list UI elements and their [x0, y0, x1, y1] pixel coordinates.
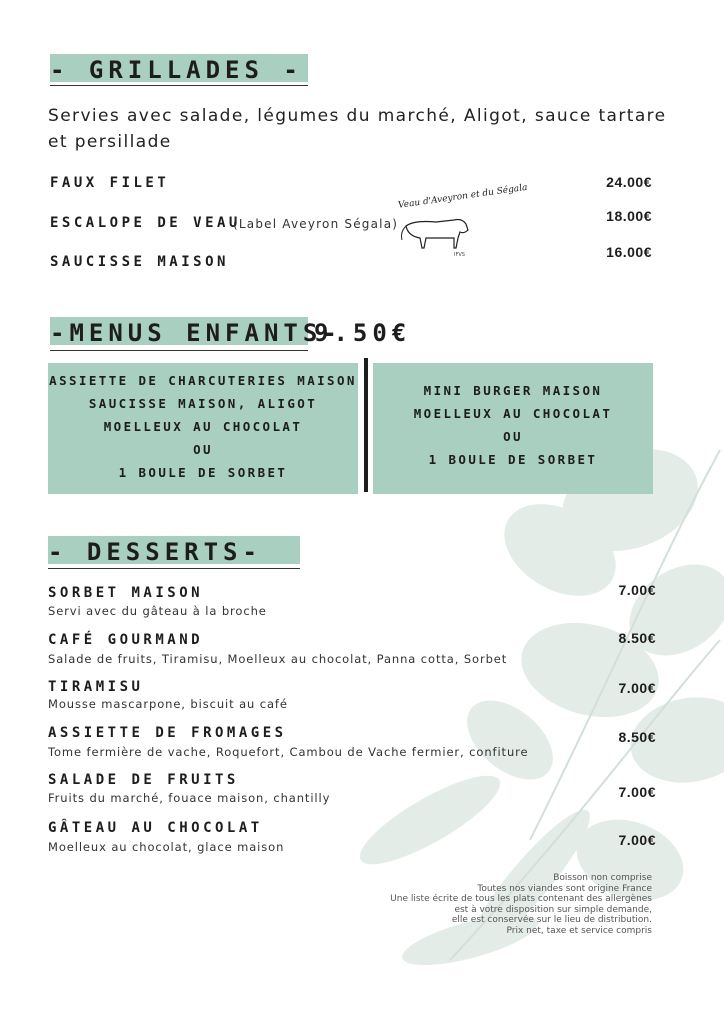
footnote-line: est à votre disposition sur simple demande, [454, 904, 652, 915]
desserts-title: - DESSERTS- [48, 538, 262, 566]
veau-aveyron-logo-text: Veau d'Aveyron et du Ségala [397, 182, 529, 211]
grillade-item-label-note: (Label Aveyron Ségala) [233, 217, 399, 231]
veau-aveyron-logo [396, 182, 529, 258]
grillade-item-price: 18.00€ [606, 208, 652, 224]
desserts-title-underline [48, 568, 300, 569]
menus-enfants-price: 9.50€ [314, 319, 412, 347]
dessert-item-name: GÂTEAU AU CHOCOLAT [48, 820, 263, 836]
dessert-item-description: Servi avec du gâteau à la broche [48, 604, 267, 618]
menu-enfant-option-1-line: OU [193, 442, 213, 457]
footnote-line: Toutes nos viandes sont origine France [477, 883, 652, 894]
grillade-item-price: 16.00€ [606, 244, 652, 260]
grillade-item-price: 24.00€ [606, 174, 652, 190]
dessert-item-description: Fruits du marché, fouace maison, chantilly [48, 791, 331, 805]
footnote-line: elle est conservée sur le lieu de distribution. [451, 915, 652, 925]
menus-enfants-title-underline [50, 350, 308, 351]
grillades-title: - GRILLADES - [50, 56, 303, 84]
dessert-item-description: Mousse mascarpone, biscuit au café [48, 697, 288, 711]
menu-enfant-divider [364, 358, 368, 492]
footnote-line: Une liste écrite de tous les plats contenant des allergènes [390, 894, 652, 904]
dessert-item-price: 8.50€ [618, 729, 656, 745]
menu-enfant-option-2-line: OU [503, 429, 523, 444]
dessert-item-description: Tome fermière de vache, Roquefort, Cambou de Vache fermier, confiture [48, 745, 529, 759]
dessert-item-price: 7.00€ [618, 784, 656, 800]
menu-enfant-option-2-line: MOELLEUX AU CHOCOLAT [413, 406, 613, 421]
menu-enfant-option-1-line: ASSIETTE DE CHARCUTERIES MAISON [49, 373, 357, 388]
dessert-item-price: 7.00€ [618, 582, 656, 598]
menu-enfant-option-1-line: SAUCISSE MAISON, ALIGOT [88, 396, 318, 411]
menu-enfant-option-2-line: 1 BOULE DE SORBET [428, 452, 598, 467]
dessert-item-name: SORBET MAISON [48, 585, 204, 601]
dessert-item-price: 7.00€ [618, 680, 656, 696]
grillades-intro-line-2: et persillade [48, 132, 172, 152]
footnote [390, 873, 652, 936]
dessert-item-price: 8.50€ [618, 630, 656, 646]
menu-enfant-option-1-line: MOELLEUX AU CHOCOLAT [103, 419, 303, 434]
dessert-item-name: ASSIETTE DE FROMAGES [48, 725, 287, 741]
veau-aveyron-logo-subtext: IFVS [454, 252, 465, 258]
grillade-item-name: FAUX FILET [50, 175, 170, 191]
menus-enfants-title: -MENUS ENFANTS- [50, 319, 342, 347]
footnote-line: Prix net, taxe et service compris [506, 925, 652, 936]
grillades-intro-line-1: Servies avec salade, légumes du marché, Aligot, sauce tartare [48, 106, 667, 126]
dessert-item-price: 7.00€ [618, 832, 656, 848]
dessert-item-name: SALADE DE FRUITS [48, 772, 239, 788]
menu-enfant-option-1-line: 1 BOULE DE SORBET [118, 465, 288, 480]
menu-enfant-option-1 [48, 363, 358, 494]
menu-enfant-option-2 [373, 363, 653, 494]
dessert-item-name: CAFÉ GOURMAND [48, 632, 204, 648]
dessert-item-name: TIRAMISU [48, 679, 144, 695]
menu-enfant-option-2-line: MINI BURGER MAISON [423, 383, 603, 398]
dessert-item-description: Moelleux au chocolat, glace maison [48, 840, 285, 854]
footnote-line: Boisson non comprise [553, 873, 652, 883]
grillades-title-underline [50, 85, 308, 86]
grillade-item-name: ESCALOPE DE VEAU [50, 215, 241, 231]
dessert-item-description: Salade de fruits, Tiramisu, Moelleux au chocolat, Panna cotta, Sorbet [48, 652, 508, 666]
grillade-item-name: SAUCISSE MAISON [50, 254, 229, 270]
